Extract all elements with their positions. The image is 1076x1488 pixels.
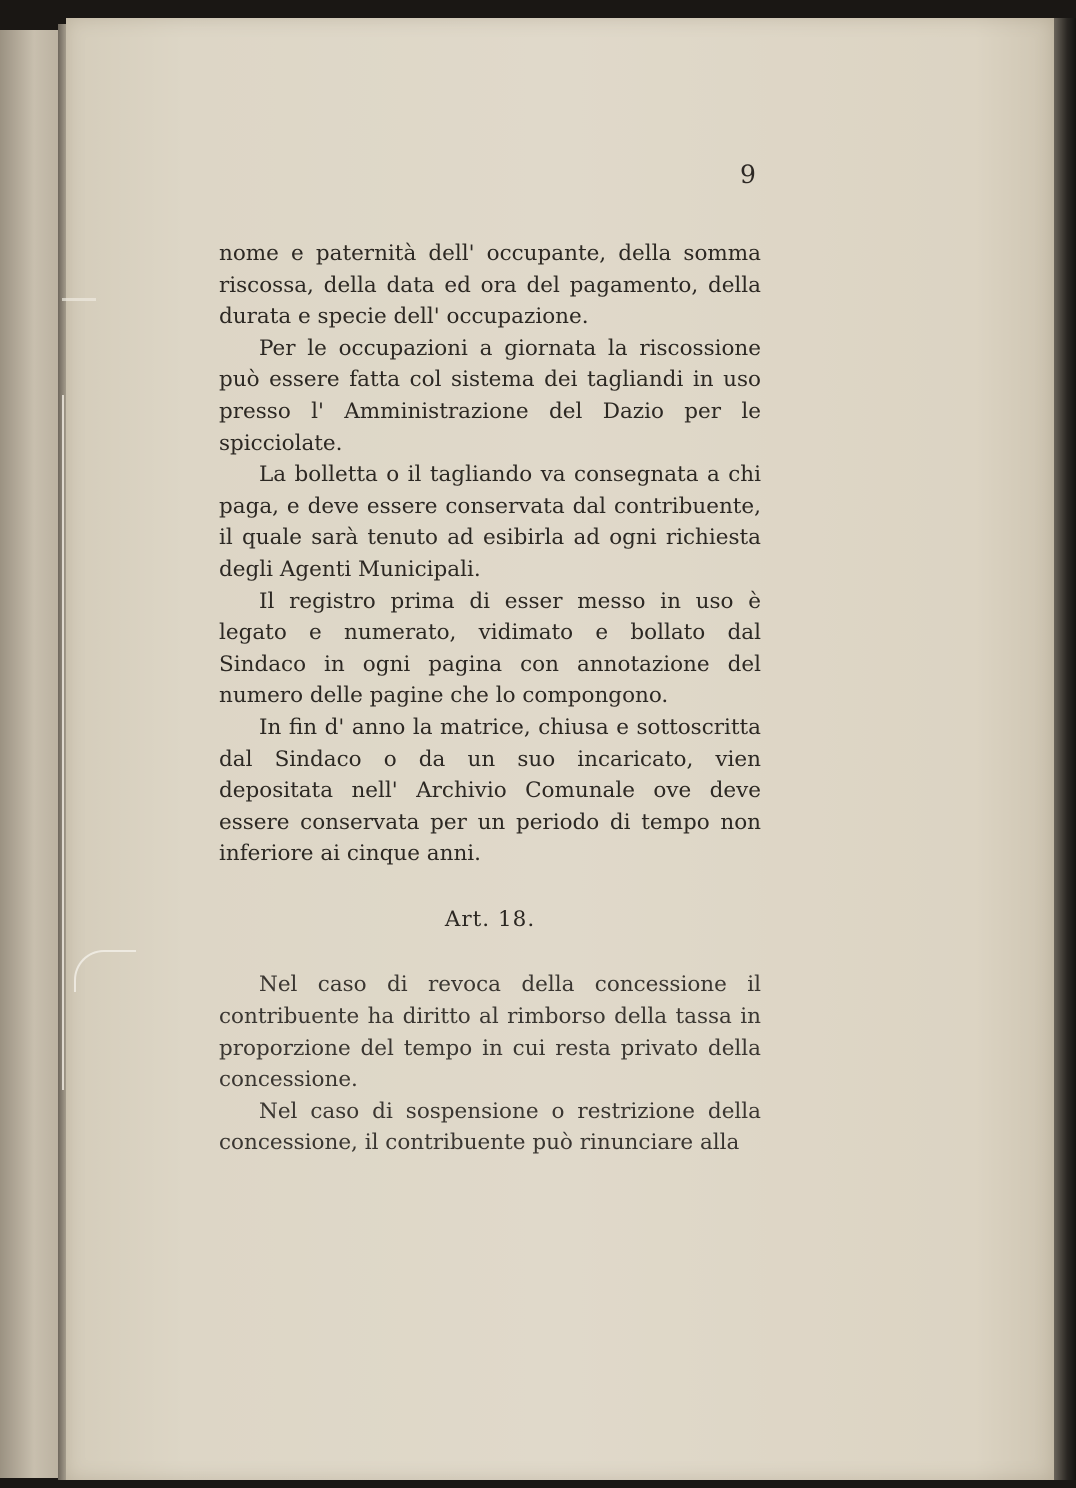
- article-heading: Art. 18.: [444, 906, 536, 932]
- paragraph: nome e paternità dell' occupante, della somma riscossa, della data ed ora del pagamento, della durata e specie dell' occupazione.: [219, 241, 761, 330]
- binding-thread: [62, 395, 64, 1090]
- body-text: [219, 238, 761, 1159]
- binding-thread-top: [62, 298, 96, 301]
- paragraph: In fin d' anno la matrice, chiusa e sottoscritta dal Sindaco o da un suo incaricato, vien depositata nell' Archivio Comunale ove deve essere conservata per un periodo di tempo non inferiore ai cinque anni.: [219, 714, 761, 867]
- paragraph: Il registro prima di esser messo in uso è legato e numerato, vidimato e bollato dal Sindaco in ogni pagina con annotazione del numero delle pagine che lo compongono.: [219, 588, 761, 709]
- left-page-edge: [0, 30, 62, 1478]
- right-page-edge: [1054, 18, 1076, 1480]
- paragraph: Nel caso di sospensione o restrizione della concessione, il contribuente può rinunciare alla: [219, 1098, 761, 1156]
- page-number: 9: [740, 160, 756, 189]
- paragraph: Per le occupazioni a giornata la riscossione può essere fatta col sistema dei tagliandi in uso presso l' Amministrazione del Dazio per le spicciolate.: [219, 335, 761, 456]
- paragraph: Nel caso di revoca della concessione il contribuente ha diritto al rimborso della tassa in proporzione del tempo in cui resta privato della concessione.: [219, 972, 761, 1093]
- paragraph: La bolletta o il tagliando va consegnata a chi paga, e deve essere conservata dal contribuente, il quale sarà tenuto ad esibirla ad ogni richiesta degli Agenti Municipali.: [219, 462, 761, 582]
